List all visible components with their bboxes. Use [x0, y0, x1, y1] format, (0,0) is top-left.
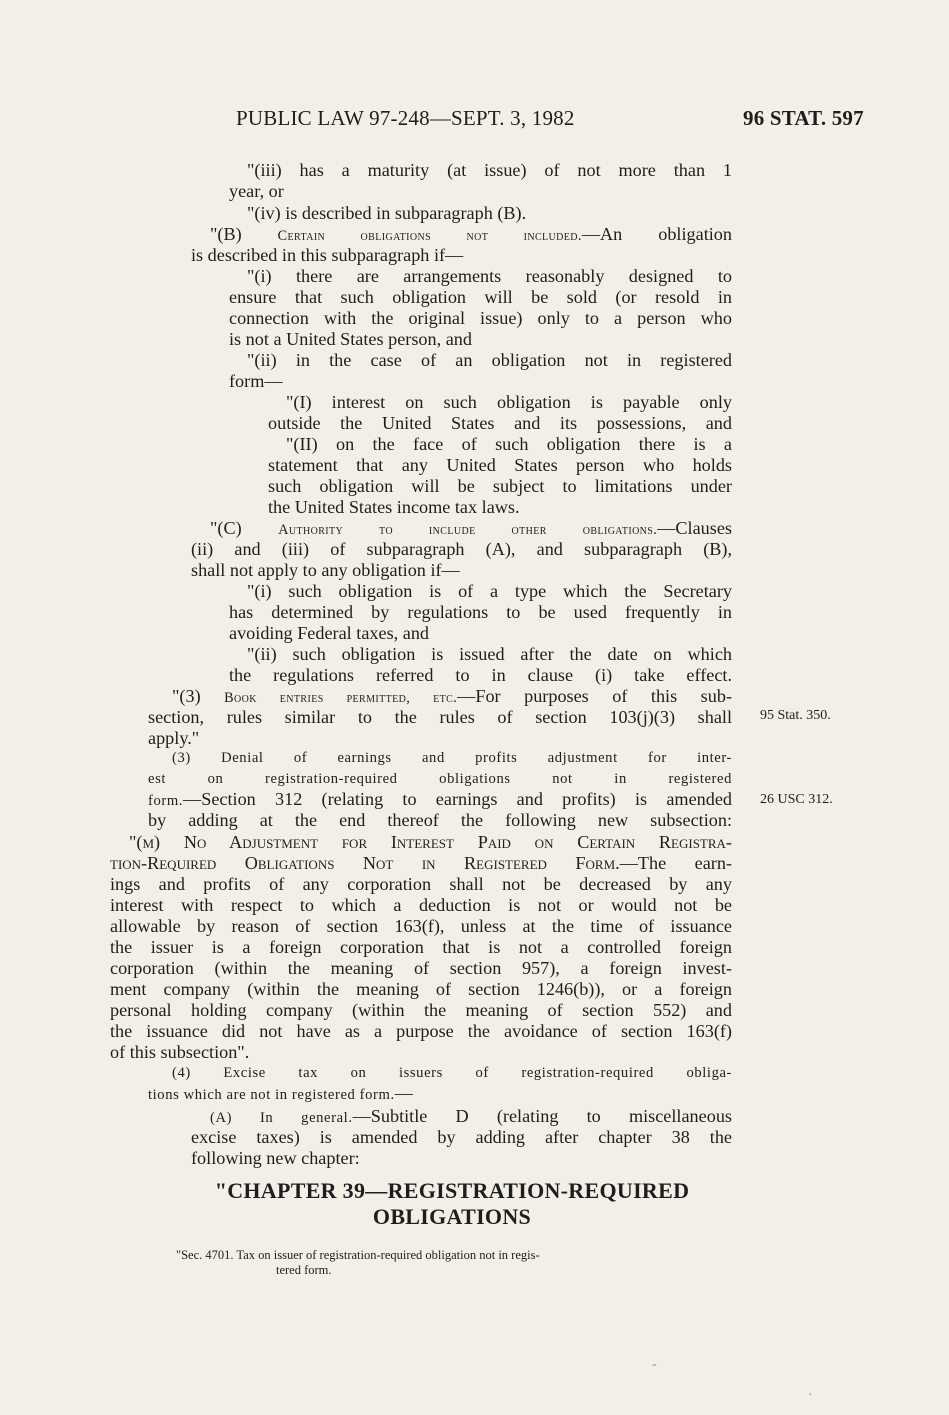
- text-line: form.—Section 312 (relating to earnings and profits) is amended: [148, 789, 732, 809]
- margin-note: 95 Stat. 350.: [760, 708, 831, 723]
- text-line: est on registration-required obligations not in registered: [148, 771, 732, 787]
- chapter-heading-line-1: "CHAPTER 39—REGISTRATION-REQUIRED: [214, 1178, 690, 1203]
- text-line: "(II) on the face of such obligation there is a: [286, 434, 732, 454]
- text-line: of this subsection".: [110, 1042, 250, 1062]
- text-line: (A) In general.—Subtitle D (relating to miscellaneous: [210, 1106, 732, 1126]
- text-line: connection with the original issue) only to a person who: [229, 308, 732, 328]
- text-line: the issuance did not have as a purpose the avoidance of section 163(f): [110, 1021, 732, 1041]
- text-line: avoiding Federal taxes, and: [229, 623, 430, 643]
- text-line: the United States income tax laws.: [268, 497, 520, 517]
- text-line: statement that any United States person who holds: [268, 455, 732, 475]
- text-line: such obligation will be subject to limitations under: [268, 476, 732, 496]
- text-line: "(ii) in the case of an obligation not in registered: [247, 350, 732, 370]
- text-line: ment company (within the meaning of section 1246(b)), or a foreign: [110, 979, 732, 999]
- text-line: "(i) such obligation is of a type which the Secretary: [247, 581, 732, 601]
- text-line: "(m) No Adjustment for Interest Paid on Certain Registra-: [129, 832, 732, 852]
- page-header-stat: 96 STAT. 597: [743, 106, 864, 130]
- text-line: "(I) interest on such obligation is payable only: [286, 392, 732, 412]
- text-line: (ii) and (iii) of subparagraph (A), and subparagraph (B),: [191, 539, 732, 559]
- text-line: "(3) Book entries permitted, etc.—For purposes of this sub-: [172, 686, 732, 706]
- text-line: "(C) Authority to include other obligations.—Clauses: [210, 518, 732, 538]
- text-line: "(ii) such obligation is issued after the date on which: [247, 644, 732, 664]
- chapter-heading-line-2: OBLIGATIONS: [372, 1204, 532, 1229]
- text-line: "(iii) has a maturity (at issue) of not more than 1: [247, 160, 732, 180]
- text-line: is not a United States person, and: [229, 329, 472, 349]
- text-line: tion-Required Obligations Not in Registered Form.—The earn-: [110, 853, 732, 873]
- text-line: shall not apply to any obligation if—: [191, 560, 460, 580]
- scan-mark: ·: [808, 1388, 813, 1403]
- toc-entry-line-2: tered form.: [276, 1263, 332, 1277]
- text-line: is described in this subparagraph if—: [191, 245, 464, 265]
- text-line: excise taxes) is amended by adding after chapter 38 the: [191, 1127, 732, 1147]
- text-line: ings and profits of any corporation shall not be decreased by any: [110, 874, 732, 894]
- text-line: interest with respect to which a deduction is not or would not be: [110, 895, 732, 915]
- text-line: year, or: [229, 181, 284, 201]
- text-line: (4) Excise tax on issuers of registration-required obliga-: [172, 1065, 732, 1081]
- text-line: (3) Denial of earnings and profits adjustment for inter-: [172, 750, 732, 766]
- text-line: personal holding company (within the meaning of section 552) and: [110, 1000, 732, 1020]
- text-line: has determined by regulations to be used frequently in: [229, 602, 732, 622]
- text-line: allowable by reason of section 163(f), unless at the time of issuance: [110, 916, 732, 936]
- margin-note: 26 USC 312.: [760, 792, 833, 807]
- text-line: "(iv) is described in subparagraph (B).: [247, 203, 527, 223]
- text-line: form—: [229, 371, 283, 391]
- text-line: following new chapter:: [191, 1148, 360, 1168]
- text-line: ensure that such obligation will be sold (or resold in: [229, 287, 732, 307]
- text-line: the issuer is a foreign corporation that is not a controlled foreign: [110, 937, 732, 957]
- text-line: section, rules similar to the rules of section 103(j)(3) shall: [148, 707, 732, 727]
- scan-mark: -: [652, 1357, 657, 1372]
- page-header-title: PUBLIC LAW 97-248—SEPT. 3, 1982: [236, 106, 575, 130]
- text-line: "(B) Certain obligations not included.—An obligation: [210, 224, 732, 244]
- text-line: by adding at the end thereof the following new subsection:: [148, 810, 732, 830]
- text-line: corporation (within the meaning of section 957), a foreign invest-: [110, 958, 732, 978]
- text-line: tions which are not in registered form.—: [148, 1083, 413, 1103]
- text-line: the regulations referred to in clause (i) take effect.: [229, 665, 732, 685]
- text-line: "(i) there are arrangements reasonably designed to: [247, 266, 732, 286]
- text-line: outside the United States and its possessions, and: [268, 413, 732, 433]
- text-line: apply.": [148, 728, 200, 748]
- toc-entry-line-1: "Sec. 4701. Tax on issuer of registration-required obligation not in regis-: [176, 1248, 540, 1262]
